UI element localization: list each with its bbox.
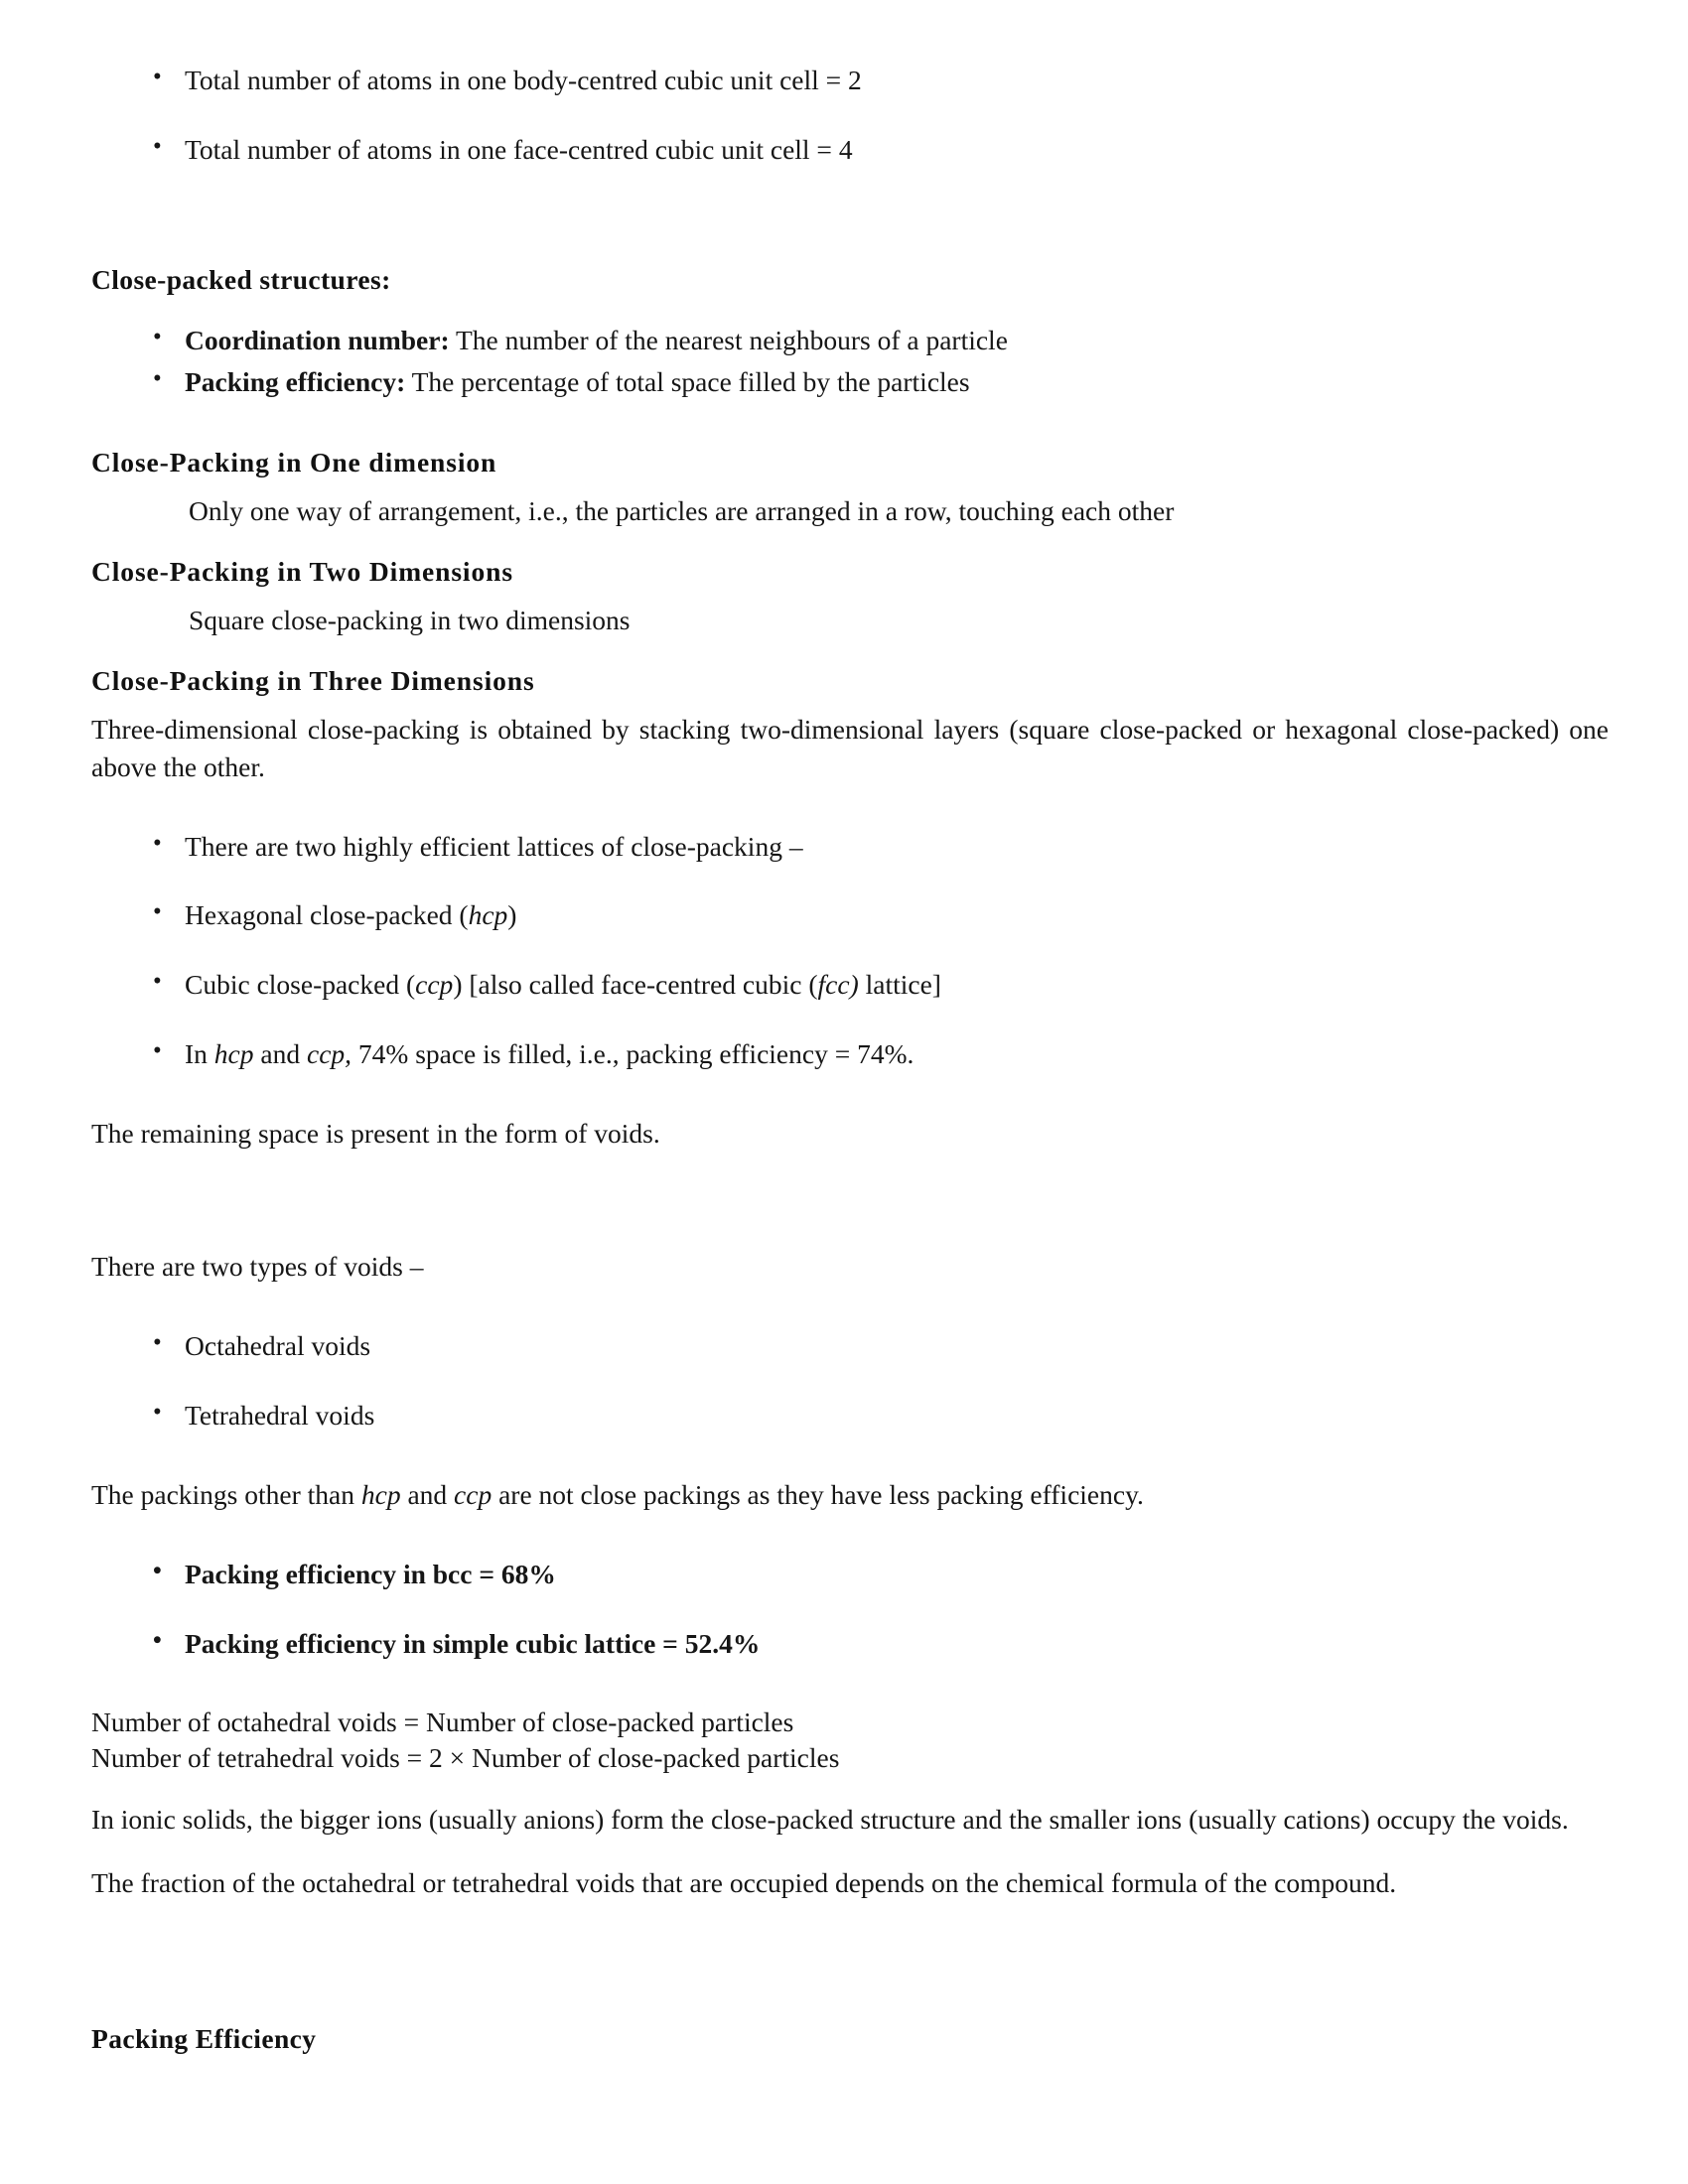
list-item: • Total number of atoms in one face-centred cubic unit cell = 4 — [149, 131, 1609, 169]
text-run: and — [400, 1479, 455, 1510]
italic-term-hcp: hcp — [468, 899, 508, 931]
list-item: • There are two highly efficient lattices of close-packing – — [149, 828, 1609, 866]
list-item: • Packing efficiency in simple cubic lattice = 52.4% — [149, 1625, 1609, 1663]
three-dimensions-body: Three-dimensional close-packing is obtained by stacking two-dimensional layers (square close-packed or hexagonal close-packed) one above the other. — [91, 713, 1609, 782]
tetrahedral-void-count: Number of tetrahedral voids = 2 × Number of close-packed particles — [91, 1741, 840, 1773]
bullet-text: lattice] — [858, 969, 941, 1001]
fraction-voids-text: The fraction of the octahedral or tetrahedral voids that are occupied depends on the chemical formula of the compound. — [91, 1867, 1397, 1899]
voids-intro-text: There are two types of voids – — [91, 1251, 424, 1283]
italic-term-hcp: hcp — [213, 1038, 254, 1070]
one-dimension-body: Only one way of arrangement, i.e., the particles are arranged in a row, touching each other — [189, 494, 1175, 526]
list-item — [149, 966, 1609, 1004]
section-heading-one-dimension: Close-Packing in One dimension — [91, 446, 497, 478]
definition-term: Coordination number: — [185, 324, 450, 355]
section-heading-packing-efficiency: Packing Efficiency — [91, 2023, 317, 2055]
list-item — [149, 1035, 1609, 1073]
list-item: • Octahedral voids — [149, 1327, 1609, 1365]
bullet-text: In — [185, 1038, 214, 1070]
bullet-text: ) — [507, 899, 517, 931]
italic-term-fcc: fcc) — [817, 969, 859, 1001]
bullet-text: Hexagonal close-packed ( — [185, 899, 469, 931]
italic-term-ccp: ccp — [454, 1479, 492, 1510]
efficiency-bullet-list — [149, 1556, 1609, 1663]
void-types-list — [149, 1327, 1609, 1434]
bullet-text: and — [253, 1038, 307, 1070]
bullet-text: Cubic close-packed ( — [185, 969, 416, 1001]
italic-term-ccp: ccp — [415, 969, 454, 1001]
list-item — [149, 322, 1609, 359]
list-item: • Total number of atoms in one body-centred cubic unit cell = 2 — [149, 62, 1609, 99]
italic-term-hcp: hcp — [360, 1479, 401, 1510]
octahedral-void-count: Number of octahedral voids = Number of close-packed particles — [91, 1706, 794, 1737]
italic-term-ccp: ccp, — [306, 1038, 352, 1070]
bullet-text: ) [also called face-centred cubic ( — [453, 969, 818, 1001]
list-item — [149, 896, 1609, 934]
definition-text: The percentage of total space filled by the particles — [405, 365, 970, 397]
lattice-bullet-list — [149, 828, 1609, 1074]
definition-text: The number of the nearest neighbours of a particle — [449, 324, 1008, 355]
packings-other-text — [91, 1476, 1609, 1514]
ionic-solids-text: In ionic solids, the bigger ions (usually anions) form the close-packed structure and the smaller ions (usually cations) occupy the voids. — [91, 1804, 1569, 1836]
list-item — [149, 363, 1609, 401]
section-heading-three-dimensions: Close-Packing in Three Dimensions — [91, 664, 535, 696]
list-item: • Packing efficiency in bcc = 68% — [149, 1556, 1609, 1593]
bullet-text: 74% space is filled, i.e., packing efficiency = 74%. — [352, 1038, 914, 1070]
remaining-space-text: The remaining space is present in the form of voids. — [91, 1118, 660, 1150]
section-heading-two-dimensions: Close-Packing in Two Dimensions — [91, 555, 513, 587]
text-run: are not close packings as they have less packing efficiency. — [492, 1479, 1144, 1510]
top-bullet-list — [149, 62, 1609, 169]
definition-term: Packing efficiency: — [185, 365, 406, 397]
list-item: • Tetrahedral voids — [149, 1397, 1609, 1434]
text-run: The packings other than — [91, 1479, 361, 1510]
document-content — [91, 0, 1609, 2055]
section-heading-close-packed-structures: Close-packed structures: — [91, 263, 391, 295]
two-dimensions-body: Square close-packing in two dimensions — [189, 604, 631, 635]
definition-list — [149, 322, 1609, 401]
